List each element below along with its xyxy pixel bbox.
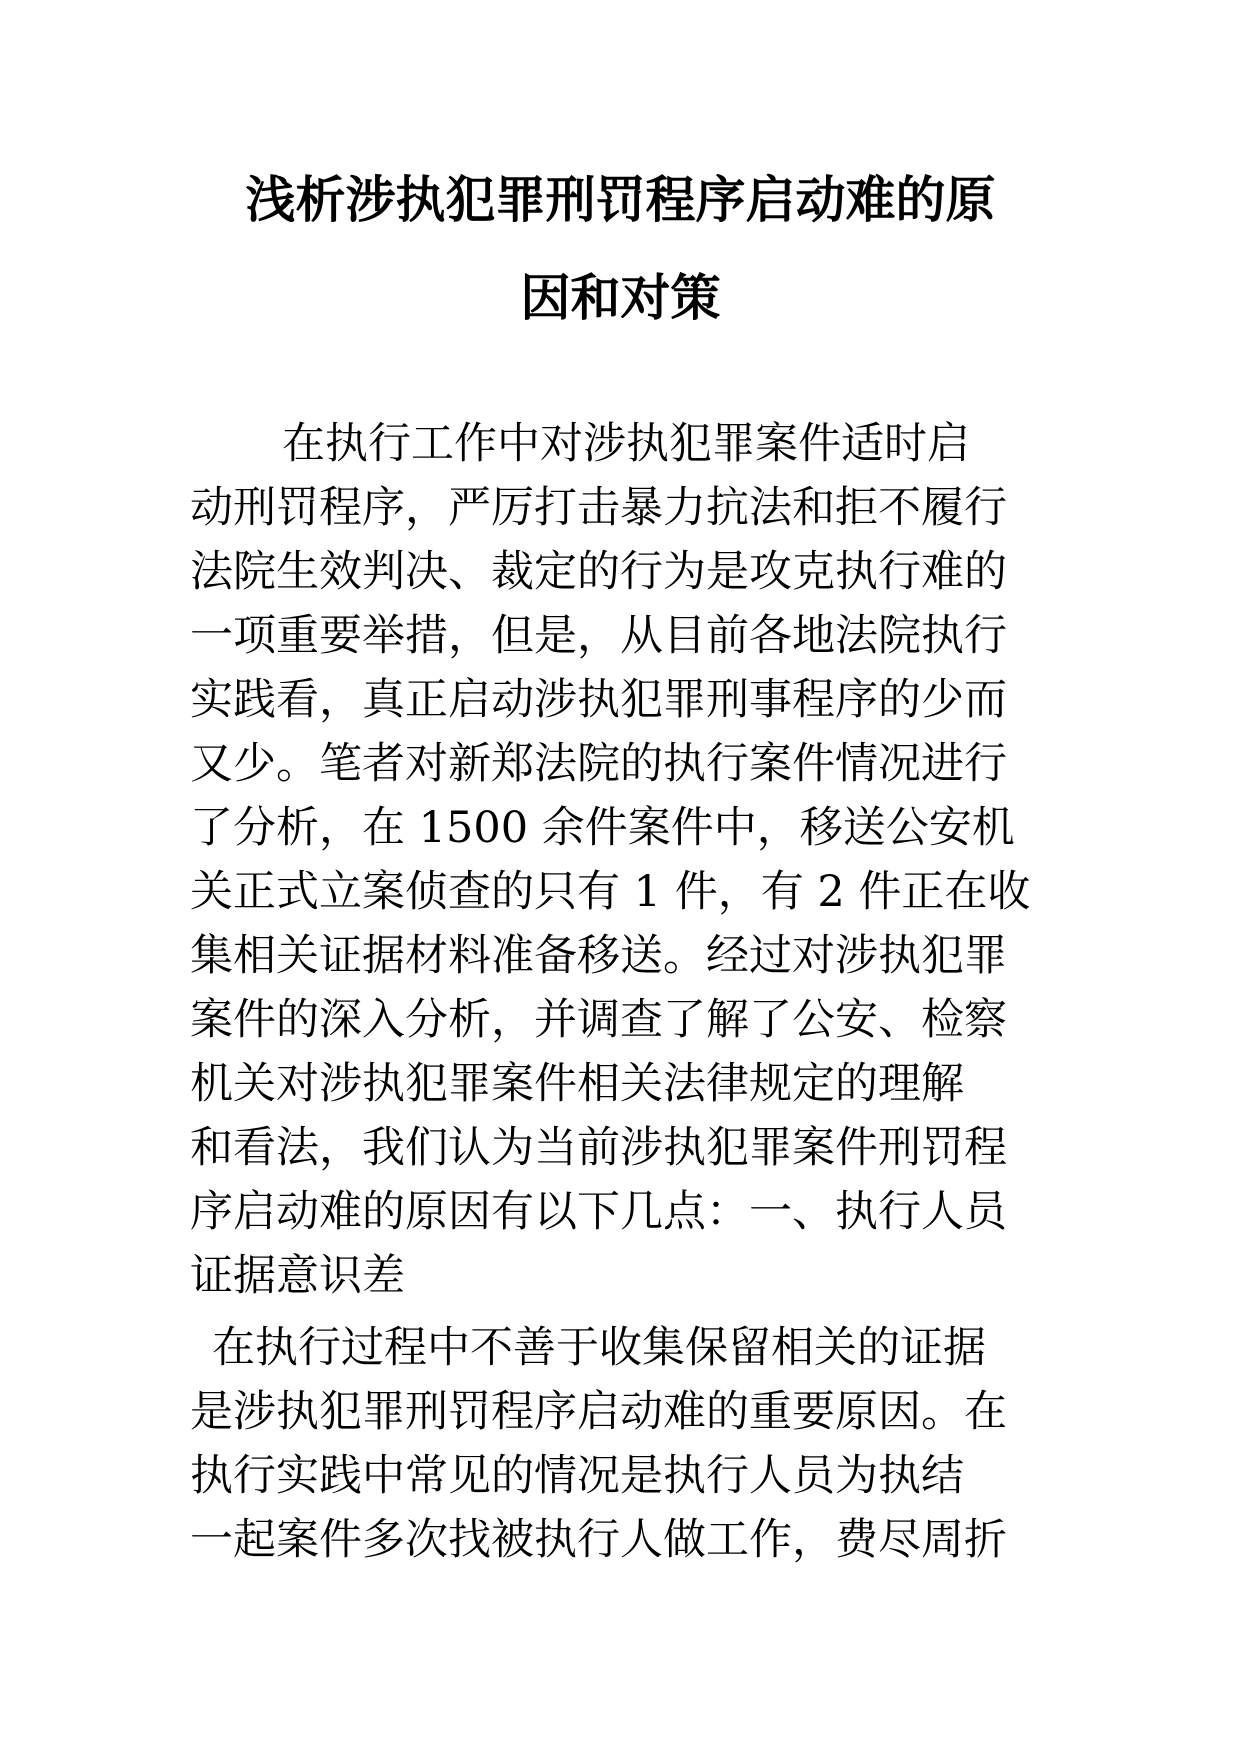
paragraph-2 — [190, 1316, 1070, 1572]
paragraph-line: 法院生效判决、裁定的行为是攻克执行难的 — [190, 547, 1007, 597]
paragraph-line: 了分析，在 1500 余件案件中，移送公安机 — [190, 803, 1015, 853]
document-title-line-1: 浅析涉执犯罪刑罚程序启动难的原 — [245, 170, 996, 229]
paragraph-line: 在执行过程中不善于收集保留相关的证据 — [212, 1323, 986, 1373]
paragraph-line: 证据意识差 — [190, 1251, 405, 1301]
paragraph-line: 在执行工作中对涉执犯罪案件适时启 — [282, 419, 970, 469]
paragraph-line: 一起案件多次找被执行人做工作，费尽周折 — [190, 1515, 1007, 1565]
paragraph-1 — [190, 412, 1070, 1308]
paragraph-line: 动刑罚程序，严厉打击暴力抗法和拒不履行 — [190, 483, 1007, 533]
paragraph-line: 集相关证据材料准备移送。经过对涉执犯罪 — [190, 931, 1007, 981]
paragraph-line: 实践看，真正启动涉执犯罪刑事程序的少而 — [190, 675, 1007, 725]
paragraph-line: 又少。笔者对新郑法院的执行案件情况进行 — [190, 739, 1007, 789]
paragraph-line: 执行实践中常见的情况是执行人员为执结 — [190, 1451, 964, 1501]
paragraph-line: 案件的深入分析，并调查了解了公安、检察 — [190, 995, 1007, 1045]
document-title-line-2: 因和对策 — [520, 268, 721, 327]
paragraph-line: 序启动难的原因有以下几点：一、执行人员 — [190, 1187, 1007, 1237]
paragraph-line: 一项重要举措，但是，从目前各地法院执行 — [190, 611, 1007, 661]
paragraph-line: 机关对涉执犯罪案件相关法律规定的理解 — [190, 1059, 964, 1109]
paragraph-line: 和看法，我们认为当前涉执犯罪案件刑罚程 — [190, 1123, 1007, 1173]
paragraph-line: 关正式立案侦查的只有 1 件，有 2 件正在收 — [190, 867, 1031, 917]
paragraph-line: 是涉执犯罪刑罚程序启动难的重要原因。在 — [190, 1387, 1007, 1437]
